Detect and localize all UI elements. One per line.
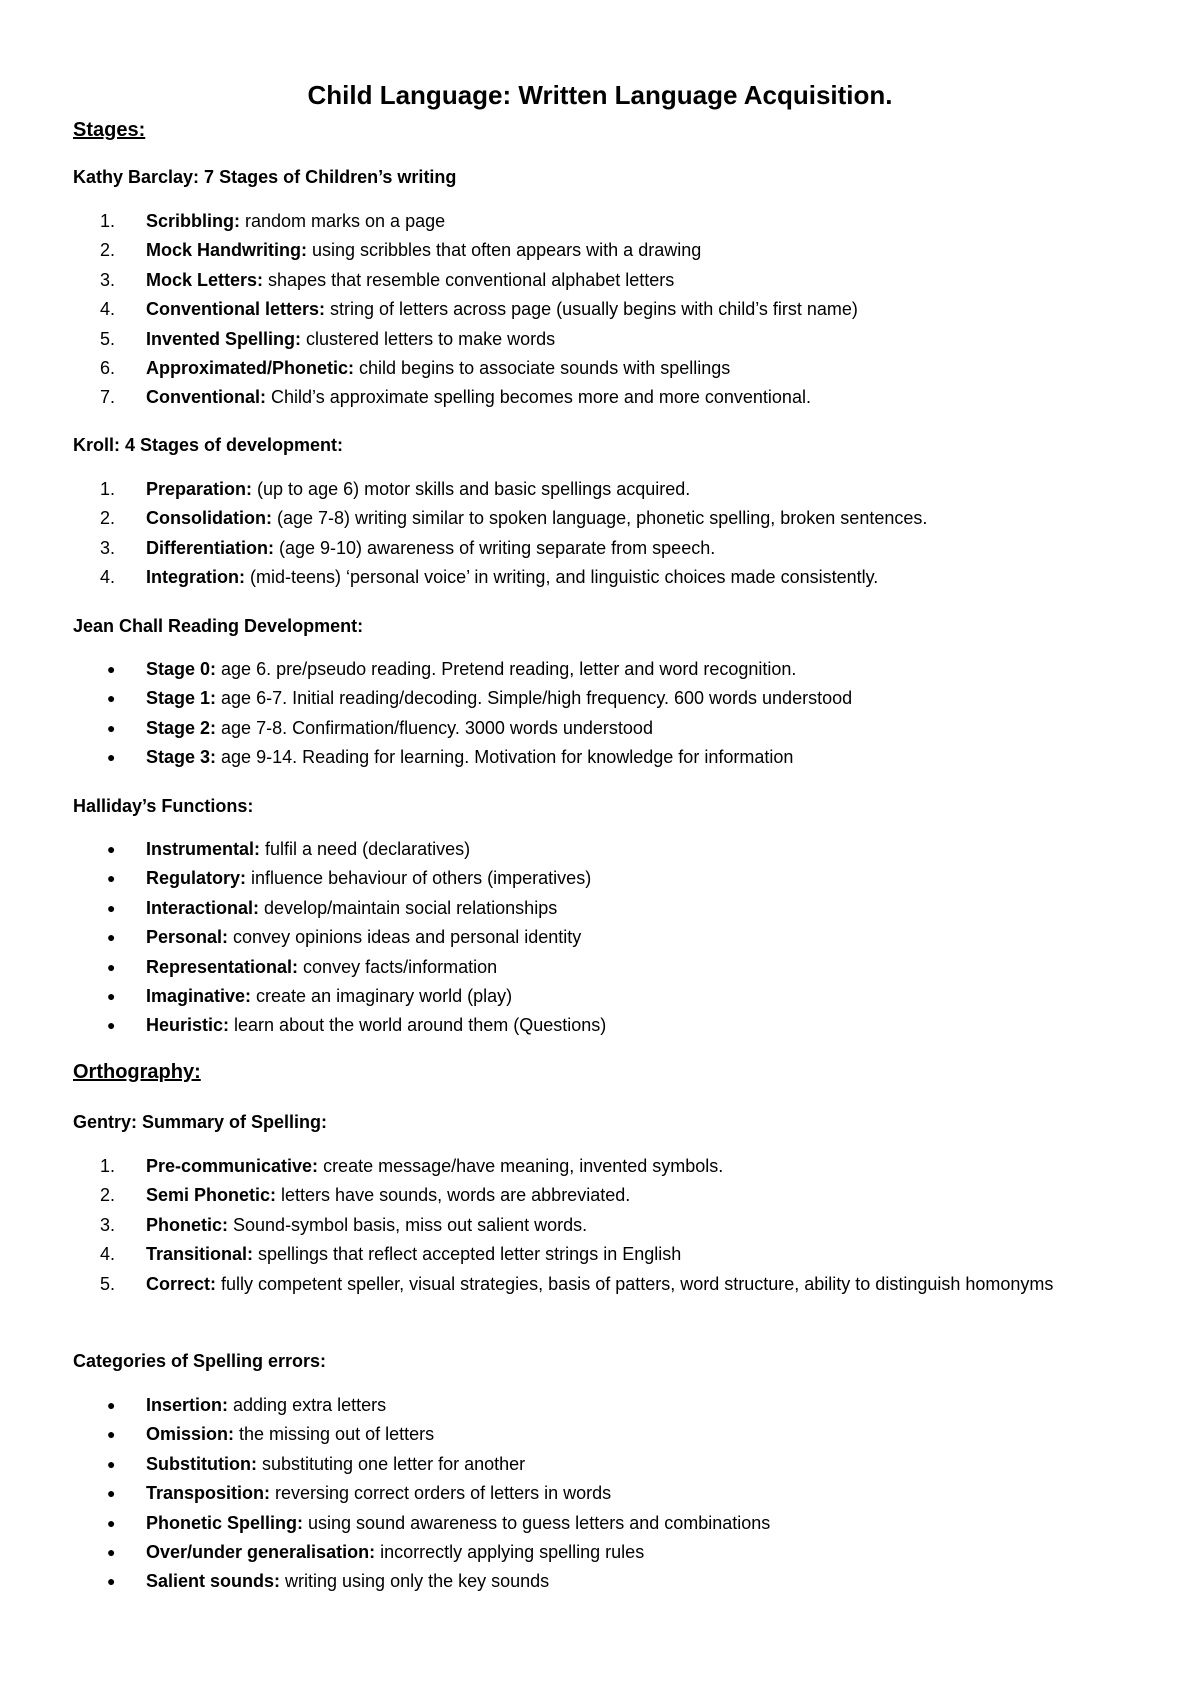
bullet-icon: ●: [107, 929, 116, 946]
list-item-description: convey facts/information: [298, 956, 498, 977]
list-item-description: using sound awareness to guess letters and combinations: [303, 1512, 771, 1533]
list-item-text: [146, 266, 1086, 295]
list-item: [0, 684, 1200, 713]
list-item-text: [146, 1270, 1086, 1299]
list-item-description: Sound-symbol basis, miss out salient words.: [228, 1214, 588, 1235]
gentry-list: [0, 1152, 1200, 1299]
bullet-icon: ●: [107, 690, 116, 707]
list-item-term: Stage 3:: [146, 747, 217, 768]
list-item-text: [146, 534, 1086, 563]
list-item-description: age 6-7. Initial reading/decoding. Simple/high frequency. 600 words understood: [216, 688, 853, 709]
list-item-term: Integration:: [146, 567, 245, 588]
list-item-text: [146, 1011, 1086, 1040]
list-item-term: Pre-communicative:: [146, 1156, 319, 1176]
list-item-description: fully competent speller, visual strategies, basis of patters, word structure, ability to distinguish homonyms: [216, 1273, 1054, 1294]
bullet-icon: ●: [107, 870, 116, 887]
barclay-list: [0, 207, 1200, 413]
bullet-icon: ●: [107, 988, 116, 1005]
kroll-heading: Kroll: 4 Stages of development:: [73, 435, 344, 455]
list-item-term: Correct:: [146, 1273, 217, 1294]
list-item-text: [146, 1450, 1086, 1479]
list-item-text: [146, 563, 1086, 592]
list-item-term: Imaginative:: [146, 986, 252, 1007]
list-number: 4.: [100, 299, 116, 320]
list-item-text: [146, 475, 1086, 504]
bullet-icon: ●: [107, 1514, 116, 1531]
list-item-text: [146, 923, 1086, 952]
list-item-text: [146, 1181, 1086, 1210]
list-item-text: [146, 743, 1086, 772]
list-item-term: Mock Letters:: [146, 269, 264, 290]
list-item-term: Stage 2:: [146, 717, 217, 738]
list-item: [0, 1479, 1200, 1508]
list-item: [0, 325, 1200, 354]
list-item-term: Conventional letters:: [146, 299, 326, 320]
list-item-description: age 6. pre/pseudo reading. Pretend reading, letter and word recognition.: [216, 659, 797, 679]
bullet-icon: ●: [107, 749, 116, 766]
list-item-text: [146, 1538, 1086, 1567]
bullet-icon: ●: [107, 899, 116, 916]
list-item: [0, 864, 1200, 893]
kroll-list: [0, 475, 1200, 593]
list-item-description: develop/maintain social relationships: [259, 897, 558, 918]
list-number: 1.: [100, 1156, 116, 1176]
list-item-description: influence behaviour of others (imperatives): [246, 868, 592, 889]
list-item-text: [146, 1567, 1086, 1596]
list-item-text: [146, 894, 1086, 923]
list-number: 3.: [100, 537, 116, 558]
list-item-text: [146, 1211, 1086, 1240]
list-item-text: [146, 684, 1086, 713]
list-item: [0, 1509, 1200, 1538]
list-item: [0, 953, 1200, 982]
list-item: [0, 1011, 1200, 1040]
list-item-text: [146, 864, 1086, 893]
list-item-term: Differentiation:: [146, 537, 274, 558]
list-item: [0, 354, 1200, 383]
list-item-description: letters have sounds, words are abbreviated.: [276, 1185, 631, 1206]
list-item-text: [146, 1420, 1086, 1449]
list-item: [0, 1420, 1200, 1449]
list-item: [0, 835, 1200, 864]
list-item: [0, 1211, 1200, 1240]
list-number: 2.: [100, 508, 116, 529]
list-item-term: Consolidation:: [146, 508, 272, 529]
errors-heading: Categories of Spelling errors:: [73, 1351, 327, 1371]
chall-list: [0, 655, 1200, 773]
list-item: [0, 534, 1200, 563]
list-item: [0, 1450, 1200, 1479]
list-number: 5.: [100, 1273, 116, 1294]
list-item: [0, 1181, 1200, 1210]
list-item-term: Approximated/Phonetic:: [146, 358, 355, 379]
list-item-text: [146, 982, 1086, 1011]
list-number: 1.: [100, 211, 116, 231]
list-item-description: create message/have meaning, invented symbols.: [318, 1156, 724, 1176]
list-number: 4.: [100, 1244, 116, 1265]
list-item-term: Personal:: [146, 927, 229, 948]
list-item-term: Semi Phonetic:: [146, 1185, 277, 1206]
list-item-term: Interactional:: [146, 897, 260, 918]
list-number: 2.: [100, 240, 116, 261]
list-item: [0, 923, 1200, 952]
bullet-icon: ●: [107, 1485, 116, 1502]
list-item-description: incorrectly applying spelling rules: [375, 1542, 645, 1563]
list-item-term: Transposition:: [146, 1483, 271, 1504]
list-item-term: Instrumental:: [146, 839, 261, 859]
list-item-text: [146, 1509, 1086, 1538]
bullet-icon: ●: [107, 1426, 116, 1443]
list-item: [0, 266, 1200, 295]
list-item: [0, 207, 1200, 236]
list-number: 2.: [100, 1185, 116, 1206]
list-item-text: [146, 295, 1086, 324]
bullet-icon: ●: [107, 1573, 116, 1590]
bullet-icon: ●: [107, 1544, 116, 1561]
list-item: [0, 1567, 1200, 1596]
bullet-icon: ●: [107, 841, 116, 857]
list-item-term: Stage 0:: [146, 659, 217, 679]
list-item-description: fulfil a need (declaratives): [260, 839, 471, 859]
list-item-text: [146, 325, 1086, 354]
list-item: [0, 1240, 1200, 1269]
list-item-term: Over/under generalisation:: [146, 1542, 376, 1563]
halliday-heading: Halliday’s Functions:: [73, 796, 254, 816]
list-item-description: shapes that resemble conventional alphabet letters: [263, 269, 675, 290]
gentry-heading: Gentry: Summary of Spelling:: [73, 1112, 328, 1132]
list-item-term: Invented Spelling:: [146, 328, 302, 349]
list-item-description: (up to age 6) motor skills and basic spellings acquired.: [252, 479, 691, 499]
list-item-description: using scribbles that often appears with a drawing: [307, 240, 702, 261]
list-item-text: [146, 504, 1086, 533]
list-item-description: (age 7-8) writing similar to spoken language, phonetic spelling, broken sentences.: [271, 508, 928, 529]
list-number: 5.: [100, 328, 116, 349]
list-item-description: spellings that reflect accepted letter strings in English: [253, 1244, 682, 1265]
list-item-term: Omission:: [146, 1424, 235, 1445]
list-item-term: Phonetic Spelling:: [146, 1512, 304, 1533]
list-number: 7.: [100, 387, 116, 408]
list-item-term: Stage 1:: [146, 688, 217, 709]
bullet-icon: ●: [107, 958, 116, 975]
list-item-term: Substitution:: [146, 1453, 257, 1474]
list-item-term: Representational:: [146, 956, 299, 977]
list-item-description: create an imaginary world (play): [251, 986, 513, 1007]
list-item-text: [146, 354, 1086, 383]
list-item-term: Scribbling:: [146, 211, 240, 231]
list-item: [0, 383, 1200, 412]
list-item: [0, 295, 1200, 324]
bullet-icon: ●: [107, 1017, 116, 1034]
list-item: [0, 655, 1200, 684]
list-item-description: age 9-14. Reading for learning. Motivation for knowledge for information: [216, 747, 794, 768]
list-item-text: [146, 655, 1086, 684]
list-item-term: Preparation:: [146, 479, 253, 499]
list-item: [0, 1391, 1200, 1420]
page-title: Child Language: Written Language Acquisition.: [307, 80, 893, 110]
list-item: [0, 982, 1200, 1011]
list-item: [0, 1538, 1200, 1567]
list-item: [0, 475, 1200, 504]
list-item-description: the missing out of letters: [234, 1424, 435, 1445]
list-item-text: [146, 236, 1086, 265]
list-item-text: [146, 1152, 1086, 1181]
list-item-term: Insertion:: [146, 1395, 229, 1415]
barclay-heading: Kathy Barclay: 7 Stages of Children’s writing: [73, 167, 457, 187]
list-item-description: (age 9-10) awareness of writing separate from speech.: [274, 537, 716, 558]
list-item-description: child begins to associate sounds with spellings: [354, 358, 731, 379]
stages-heading: Stages:: [73, 119, 146, 141]
list-number: 4.: [100, 567, 116, 588]
list-item-text: [146, 207, 1086, 236]
list-item: [0, 563, 1200, 592]
list-item-text: [146, 1479, 1086, 1508]
list-item-term: Conventional:: [146, 387, 266, 408]
list-item-text: [146, 383, 1086, 412]
bullet-icon: ●: [107, 1455, 116, 1472]
errors-list: [0, 1391, 1200, 1597]
list-item: [0, 504, 1200, 533]
list-number: 3.: [100, 269, 116, 290]
list-item-description: age 7-8. Confirmation/fluency. 3000 words understood: [216, 717, 653, 738]
list-item-term: Heuristic:: [146, 1015, 230, 1036]
list-item: [0, 743, 1200, 772]
list-item-term: Phonetic:: [146, 1214, 229, 1235]
orthography-heading: Orthography:: [73, 1061, 201, 1083]
list-item-description: string of letters across page (usually begins with child’s first name): [325, 299, 858, 320]
list-item-description: substituting one letter for another: [256, 1453, 526, 1474]
list-item-text: [146, 835, 1086, 864]
halliday-list: [0, 835, 1200, 1041]
list-item-text: [146, 1240, 1086, 1269]
list-number: 6.: [100, 358, 116, 379]
list-item-description: reversing correct orders of letters in words: [270, 1483, 612, 1504]
bullet-icon: ●: [107, 719, 116, 736]
list-item-text: [146, 953, 1086, 982]
chall-heading: Jean Chall Reading Development:: [73, 616, 364, 636]
list-item-text: [146, 1391, 1086, 1420]
list-item-description: learn about the world around them (Questions): [229, 1015, 607, 1036]
list-number: 3.: [100, 1214, 116, 1235]
list-item-term: Regulatory:: [146, 868, 247, 889]
list-item: [0, 1152, 1200, 1181]
list-item-description: (mid-teens) ‘personal voice’ in writing, and linguistic choices made consistently.: [245, 567, 879, 588]
list-item-description: convey opinions ideas and personal identity: [228, 927, 582, 948]
list-item-description: clustered letters to make words: [301, 328, 556, 349]
list-item: [0, 714, 1200, 743]
list-item-description: random marks on a page: [240, 211, 446, 231]
list-item-term: Transitional:: [146, 1244, 254, 1265]
list-item-term: Mock Handwriting:: [146, 240, 307, 261]
list-item: [0, 1270, 1200, 1299]
list-item-description: adding extra letters: [228, 1395, 387, 1415]
list-item-description: Child’s approximate spelling becomes more and more conventional.: [266, 387, 811, 408]
list-item-description: writing using only the key sounds: [280, 1571, 550, 1592]
list-item-text: [146, 714, 1086, 743]
list-number: 1.: [100, 479, 116, 499]
list-item: [0, 894, 1200, 923]
list-item: [0, 236, 1200, 265]
bullet-icon: ●: [107, 661, 116, 677]
list-item-term: Salient sounds:: [146, 1571, 281, 1592]
bullet-icon: ●: [107, 1397, 116, 1413]
